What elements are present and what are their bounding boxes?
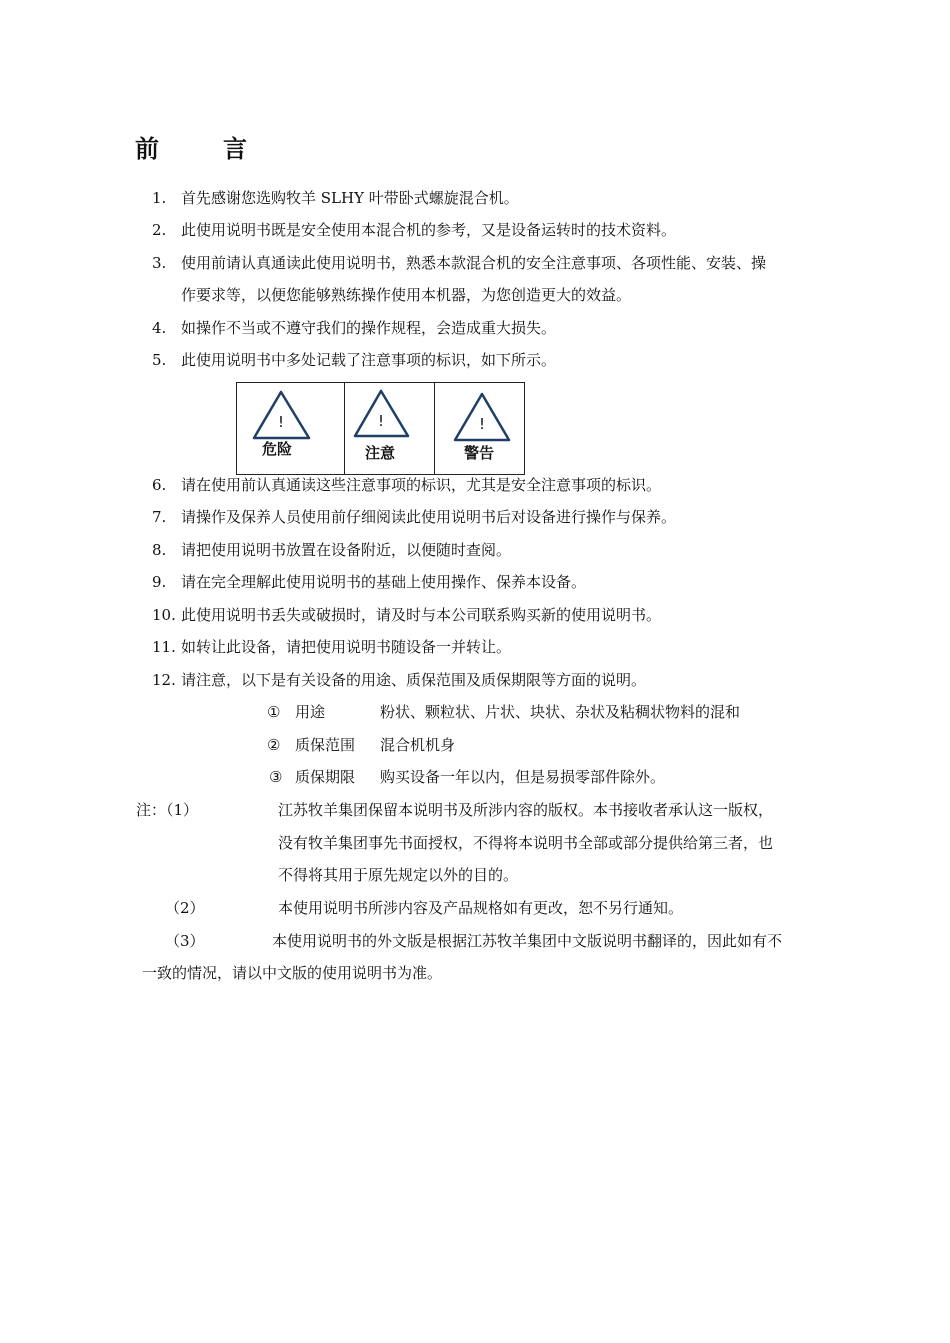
item-number: 3. <box>152 254 167 272</box>
warning-signs-table <box>236 382 525 475</box>
note-3-text: 一致的情况，请以中文版的使用说明书为准。 <box>142 964 443 982</box>
item-text: 此使用说明书中多处记载了注意事项的标识，如下所示。 <box>181 351 557 369</box>
item-number: 10. <box>152 606 176 624</box>
caution-sign <box>345 383 435 474</box>
sign-label-warning: 警告 <box>464 444 495 462</box>
note-3-label: （3） <box>165 932 205 950</box>
item-number: 6. <box>152 476 167 494</box>
sub-item-value: 粉状、颗粒状、片状、块状、杂状及粘稠状物料的混和 <box>380 703 741 721</box>
item-number: 8. <box>152 541 167 559</box>
warning-triangle-icon <box>237 383 345 474</box>
sub-item-value: 购买设备一年以内，但是易损零部件除外。 <box>380 768 666 786</box>
item-number: 5. <box>152 351 167 369</box>
item-number: 4. <box>152 319 167 337</box>
exclamation-glyph: ! <box>478 415 486 433</box>
exclamation-glyph: ! <box>377 412 385 430</box>
item-number: 11. <box>152 638 176 656</box>
note-3-text: 本使用说明书的外文版是根据江苏牧羊集团中文版说明书翻译的，因此如有不 <box>272 932 783 950</box>
sub-item-number: ② <box>267 736 281 754</box>
item-text: 请在完全理解此使用说明书的基础上使用操作、保养本设备。 <box>181 573 587 591</box>
note-2-text: 本使用说明书所涉内容及产品规格如有更改，恕不另行通知。 <box>278 899 684 917</box>
page-title: 前 言 <box>135 134 267 163</box>
item-number: 12. <box>152 671 176 689</box>
item-text: 此使用说明书既是安全使用本混合机的参考，又是设备运转时的技术资料。 <box>181 221 677 239</box>
note-1-text: 江苏牧羊集团保留本说明书及所涉内容的版权。本书接收者承认这一版权， <box>278 801 774 819</box>
item-text: 使用前请认真通读此使用说明书，熟悉本款混合机的安全注意事项、各项性能、安装、操 <box>181 254 767 272</box>
item-number: 7. <box>152 508 167 526</box>
item-text: 此使用说明书丢失或破损时，请及时与本公司联系购买新的使用说明书。 <box>181 606 662 624</box>
sub-item-number: ③ <box>269 768 283 786</box>
sign-label-caution: 注意 <box>365 444 396 462</box>
note-1-label: 注：（1） <box>136 801 199 819</box>
sub-item-label: 质保范围 <box>295 736 356 754</box>
danger-sign <box>237 383 345 474</box>
note-2-label: （2） <box>165 899 205 917</box>
sub-item-label: 用途 <box>295 703 326 721</box>
item-text: 请操作及保养人员使用前仔细阅读此使用说明书后对设备进行操作与保养。 <box>181 508 677 526</box>
item-text: 首先感谢您选购牧羊 SLHY 叶带卧式螺旋混合机。 <box>181 189 519 207</box>
item-text: 如转让此设备，请把使用说明书随设备一并转让。 <box>181 638 512 656</box>
sub-item-label: 质保期限 <box>295 768 356 786</box>
item-number: 1. <box>152 189 167 207</box>
item-text: 作要求等，以便您能够熟练操作使用本机器，为您创造更大的效益。 <box>181 286 632 304</box>
note-1-text: 不得将其用于原先规定以外的目的。 <box>278 866 519 884</box>
item-text: 如操作不当或不遵守我们的操作规程，会造成重大损失。 <box>181 319 557 337</box>
item-text: 请在使用前认真通读这些注意事项的标识，尤其是安全注意事项的标识。 <box>181 476 662 494</box>
item-text: 请把使用说明书放置在设备附近，以便随时查阅。 <box>181 541 512 559</box>
sub-item-number: ① <box>267 703 281 721</box>
exclamation-glyph: ! <box>277 413 285 431</box>
warning-sign <box>435 383 524 474</box>
sub-item-value: 混合机机身 <box>380 736 456 754</box>
item-number: 2. <box>152 221 167 239</box>
note-1-text: 没有牧羊集团事先书面授权，不得将本说明书全部或部分提供给第三者，也 <box>278 834 774 852</box>
item-text: 请注意，以下是有关设备的用途、质保范围及质保期限等方面的说明。 <box>181 671 647 689</box>
sign-label-danger: 危险 <box>262 440 293 458</box>
item-number: 9. <box>152 573 167 591</box>
